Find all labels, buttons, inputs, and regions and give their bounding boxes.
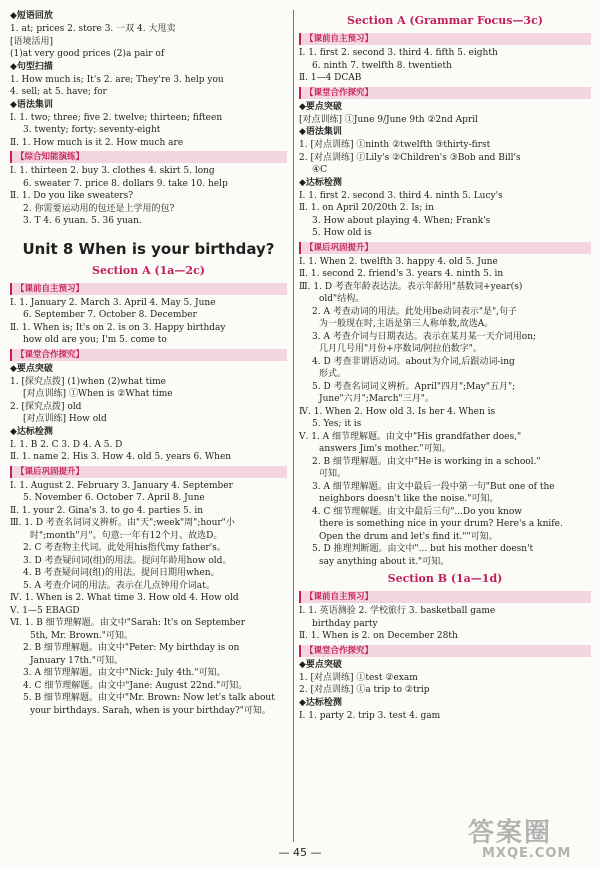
- subsection-heading: ◆要点突破: [299, 101, 342, 112]
- section-title: Section A (1a—2c): [92, 263, 205, 277]
- answer-line: 4. B 考查疑问词(组)的用法。提问日期用when。: [23, 568, 220, 578]
- answer-line: 3. twenty; forty; seventy-eight: [23, 125, 161, 135]
- answer-line: 4. C 细节理解题。由文中"Jane: August 22nd."可知。: [23, 680, 248, 691]
- section-banner: 【课堂合作探究】: [10, 349, 287, 361]
- answer-line: 2. A 考查动词的用法。此处用be动词表示"是",句子: [312, 306, 518, 317]
- answer-line: say anything about it."可知。: [319, 556, 450, 567]
- unit-title: Unit 8 When is your birthday?: [22, 239, 275, 258]
- answer-line: 5. How old is: [312, 228, 372, 238]
- answer-line: 4. D 考查非谓语动词。about为介词,后跟动词-ing: [312, 356, 515, 367]
- answer-line: Ⅳ. 1. When 2. How old 3. Is her 4. When is: [299, 406, 496, 417]
- answer-line: Ⅵ. 1. B 细节理解题。由文中"Sarah: It's on September: [10, 618, 246, 628]
- answer-line: 2. [对点训练] ①a trip to ②trip: [299, 685, 430, 695]
- answer-line: Ⅰ. 1. first 2. second 3. third 4. ninth 5. Lucy's: [299, 190, 503, 201]
- answer-line: neighbors doesn't like the noise."可知。: [319, 494, 499, 504]
- answer-line: Ⅰ. 1. thirteen 2. buy 3. clothes 4. skirt 5. long: [10, 166, 215, 176]
- answer-line: [对点训练] How old: [23, 414, 107, 424]
- answer-line: Ⅲ. 1. D 考查名词词义辨析。由"天";week"周";hour"小: [10, 518, 235, 528]
- answer-line: answers Jim's mother."可知。: [319, 444, 451, 454]
- answer-line: 4. sell; at 5. have; for: [10, 87, 107, 97]
- subsection-heading: ◆达标检测: [299, 177, 342, 188]
- right-answer-column: [299, 10, 591, 722]
- section-banner: 【课前自主预习】: [10, 283, 287, 295]
- answer-line: Ⅰ. 1. 英语测验 2. 学校旅行 3. basketball game: [299, 606, 496, 616]
- answer-line: 4. C 细节理解题。由文中最后三句"...Do you know: [312, 506, 522, 517]
- answer-line: [对点训练] ①June 9/June 9th ②2nd April: [299, 114, 478, 125]
- answer-line: (1)at very good prices (2)a pair of: [10, 49, 165, 59]
- subsection-heading: ◆句型扫描: [10, 61, 53, 72]
- answer-line: 3. D 考查疑问词(组)的用法。提问年龄用how old。: [23, 555, 232, 566]
- answer-line: there is something nice in your drum? Here's a knife.: [319, 519, 563, 529]
- answer-line: your birthdays. Sarah, when is your birthday?"可知。: [30, 705, 271, 716]
- section-banner: 【课后巩固提升】: [299, 242, 591, 254]
- answer-line: 3. A 细节理解题。由文中最后一段中第一句"But one of the: [312, 481, 555, 492]
- answer-line: Ⅱ. 1. name 2. His 3. How 4. old 5. years 6. When: [10, 452, 232, 462]
- answer-line: Ⅰ. 1. B 2. C 3. D 4. A 5. D: [10, 439, 123, 450]
- answer-line: Ⅴ. 1. A 细节理解题。由文中"His grandfather does,": [299, 431, 522, 442]
- answer-line: Ⅰ. 1. August 2. February 3. January 4. September: [10, 480, 233, 491]
- section-banner: 【课前自主预习】: [299, 591, 591, 603]
- section-banner: 【综合知能演练】: [10, 151, 287, 163]
- answer-line: 5th, Mr. Brown."可知。: [30, 630, 133, 641]
- answer-line: Ⅴ. 1—5 EBAGD: [10, 605, 80, 616]
- watermark-text: 答案圈: [468, 818, 553, 848]
- answer-line: 1. at; prices 2. store 3. 一双 4. 大甩卖: [10, 24, 176, 34]
- answer-line: Ⅰ. 1. first 2. second 3. third 4. fifth 5. eighth: [299, 48, 498, 58]
- section-banner: 【课堂合作探究】: [299, 645, 591, 657]
- section-title: Section A (Grammar Focus—3c): [347, 14, 543, 27]
- answer-line: 2. C 考查物主代词。此处用his指代my father's。: [23, 543, 226, 553]
- answer-line: 2. 你需要运动用的包还是上学用的包?: [23, 203, 175, 214]
- answer-line: Ⅱ. 1. on April 20/20th 2. Is; in: [299, 203, 434, 213]
- subsection-heading: ◆语法集训: [10, 99, 53, 110]
- answer-line: 5. B 细节理解题。由文中"Mr. Brown: Now let's talk about: [23, 693, 275, 703]
- answer-line: Ⅱ. 1. Do you like sweaters?: [10, 191, 134, 201]
- section-banner: 【课前自主预习】: [299, 33, 591, 45]
- answer-line: 3. A 考查介词与日期表达。表示在某月某一天介词用on;: [312, 331, 537, 342]
- answer-line: Ⅲ. 1. D 考查年龄表达法。表示年龄用"基数词+year(s): [299, 281, 523, 292]
- answer-line: Ⅱ. 1. When is 2. on December 28th: [299, 631, 458, 641]
- answer-line: 3. How about playing 4. When; Frank's: [312, 215, 491, 226]
- answer-line: 5. D 推理判断题。由文中"... but his mother doesn't: [312, 544, 534, 554]
- answer-line: 3. A 细节理解题。由文中"Nick: July 4th."可知。: [23, 668, 226, 678]
- answer-line: 几月几号用"月份+序数词/阿拉伯数字"。: [319, 344, 482, 354]
- answer-line: Ⅰ. 1. party 2. trip 3. test 4. gam: [299, 710, 441, 721]
- answer-line: 6. ninth 7. twelfth 8. twentieth: [312, 60, 452, 71]
- watermark-url: MXQE.COM: [482, 846, 572, 861]
- subsection-heading: ◆要点突破: [299, 659, 342, 670]
- subsection-heading: ◆达标检测: [299, 697, 342, 708]
- answer-line: old"结构。: [319, 294, 365, 304]
- answer-line: 为一般现在时,主语是第三人称单数,故选A。: [319, 319, 494, 329]
- page-number: — 45 —: [278, 846, 322, 859]
- watermark-logo: [468, 812, 594, 868]
- answer-line: Ⅱ. 1. second 2. friend's 3. years 4. ninth 5. in: [299, 269, 504, 279]
- answer-line: June"六月";March"三月"。: [319, 394, 434, 404]
- answer-line: Ⅰ. 1. two; three; five 2. twelve; thirteen; fifteen: [10, 112, 223, 123]
- answer-line: Ⅰ. 1. When 2. twelfth 3. happy 4. old 5. June: [299, 256, 498, 267]
- answer-line: Ⅰ. 1. January 2. March 3. April 4. May 5. June: [10, 297, 216, 308]
- answer-line: Ⅱ. 1—4 DCAB: [299, 73, 362, 83]
- answer-line: 形式。: [319, 369, 347, 379]
- answer-line: 1. [对点训练] ①ninth ②twelfth ③thirty-first: [299, 140, 491, 150]
- answer-line: 5. D 考查名词词义辨析。April"四月";May"五月";: [312, 381, 516, 392]
- column-divider: [293, 10, 294, 842]
- left-answer-column: [10, 10, 287, 717]
- answer-line: 5. Yes; it is: [312, 419, 362, 429]
- answer-line: [语境活用]: [10, 36, 54, 47]
- answer-line: 1. How much is; It's 2. are; They're 3. help you: [10, 74, 224, 85]
- answer-line: Ⅱ. 1. your 2. Gina's 3. to go 4. parties 5. in: [10, 505, 204, 516]
- answer-line: 2. B 细节理解题。由文中"He is working in a school.": [312, 456, 541, 467]
- section-banner: 【课后巩固提升】: [10, 466, 287, 478]
- answer-line: [对点训练] ①When is ②What time: [23, 389, 173, 399]
- answer-line: Ⅳ. 1. When is 2. What time 3. How old 4. How old: [10, 593, 239, 603]
- answer-line: 可知。: [319, 469, 347, 479]
- answer-line: how old are you; I'm 5. come to: [23, 335, 167, 345]
- answer-line: 2. [对点训练] ①Lily's ②Children's ③Bob and Bill's: [299, 152, 521, 163]
- answer-line: Open the drum and let's find it.""可知。: [319, 531, 498, 542]
- answer-line: 时";month"月"。句意:一年有12个月。故选D。: [30, 530, 223, 541]
- subsection-heading: ◆语法集训: [299, 127, 342, 137]
- answer-line: Ⅱ. 1. When is; It's on 2. is on 3. Happy birthday: [10, 322, 226, 333]
- subsection-heading: ◆短语回放: [10, 11, 53, 21]
- answer-line: January 17th."可知。: [30, 655, 124, 666]
- answer-line: 5. A 考查介词的用法。表示在几点钟用介词at。: [23, 580, 215, 591]
- answer-line: 3. T 4. 6 yuan. 5. 36 yuan.: [23, 216, 142, 226]
- section-banner: 【课堂合作探究】: [299, 87, 591, 99]
- answer-line: 5. November 6. October 7. April 8. June: [23, 493, 205, 503]
- subsection-heading: ◆达标检测: [10, 426, 53, 437]
- answer-line: 1. [对点训练] ①test ②exam: [299, 672, 418, 683]
- answer-line: 2. [探究点拨] old: [10, 401, 82, 412]
- section-title: Section B (1a—1d): [387, 572, 503, 585]
- subsection-heading: ◆要点突破: [10, 363, 53, 374]
- answer-line: 2. B 细节理解题。由文中"Peter: My birthday is on: [23, 643, 240, 653]
- answer-line: 1. [探究点拨] (1)when (2)what time: [10, 376, 167, 387]
- answer-line: 6. September 7. October 8. December: [23, 310, 197, 320]
- answer-line: birthday party: [312, 618, 378, 629]
- answer-line: Ⅱ. 1. How much is it 2. How much are: [10, 137, 184, 148]
- answer-line: ④C: [312, 165, 327, 175]
- answer-line: 6. sweater 7. price 8. dollars 9. take 10. help: [23, 178, 228, 189]
